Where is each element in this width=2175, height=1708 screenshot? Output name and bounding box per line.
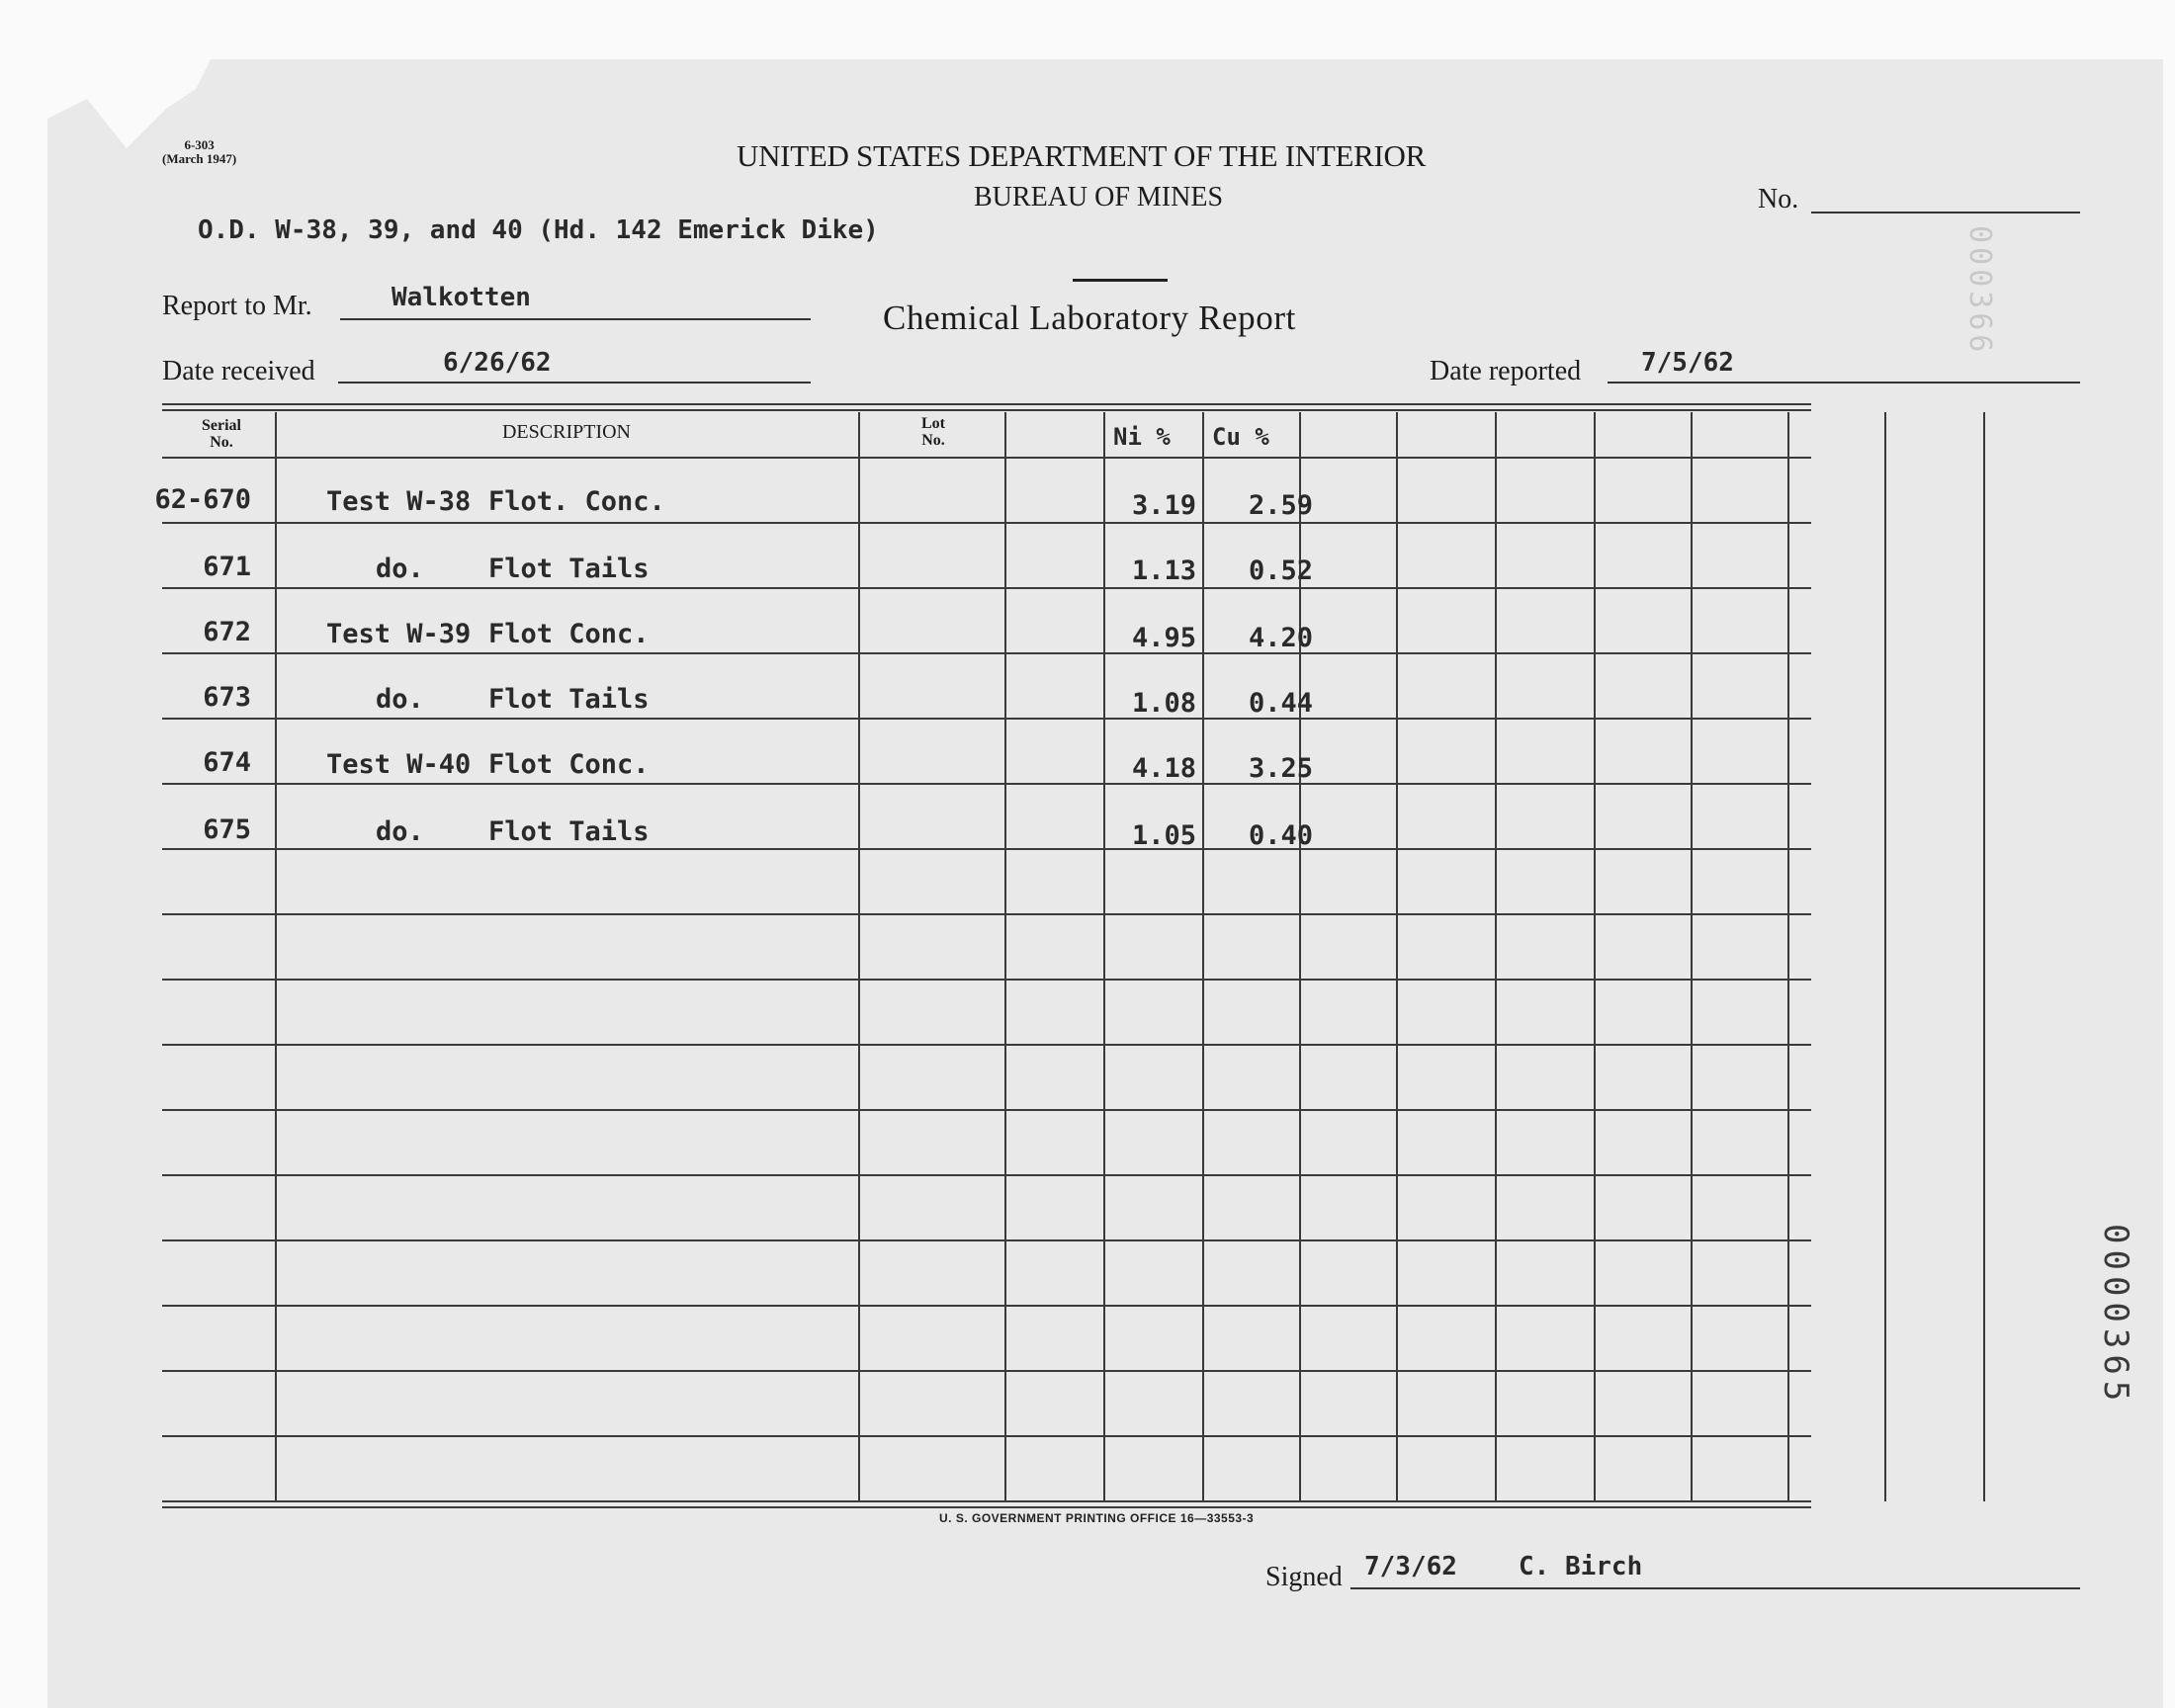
description-cell: Test W-39 [326, 619, 472, 649]
ni-value: 4.18 [1131, 753, 1196, 784]
description-cell: do. [376, 554, 424, 584]
header-description: DESCRIPTION [501, 421, 631, 443]
serial-cell: 675 [203, 814, 251, 845]
cu-value: 2.59 [1248, 490, 1313, 521]
description-cell: Flot Conc. [488, 749, 650, 780]
report-title: Chemical Laboratory Report [883, 299, 1296, 337]
serial-cell: 62-670 [154, 484, 251, 515]
archive-stamp-faded: 000366 [1962, 225, 1997, 357]
date-received-field [338, 382, 811, 384]
header-serial: Serial No. [202, 417, 241, 451]
signature-field [1350, 1587, 2080, 1589]
serial-cell: 672 [203, 617, 251, 647]
ni-value: 1.08 [1131, 688, 1196, 719]
cu-value: 4.20 [1248, 623, 1313, 653]
description-cell: Test W-40 [326, 749, 472, 780]
ni-value: 1.05 [1131, 820, 1196, 851]
header-ni: Ni % [1113, 423, 1171, 451]
serial-cell: 673 [203, 682, 251, 713]
signer-name: C. Birch [1519, 1552, 1643, 1581]
report-to-field [340, 318, 811, 320]
cu-value: 3.25 [1248, 753, 1313, 784]
ni-value: 1.13 [1131, 555, 1196, 586]
report-to-label: Report to Mr. [162, 291, 312, 321]
no-field [1811, 212, 2080, 214]
date-reported-value: 7/5/62 [1641, 348, 1734, 378]
description-cell: Flot Tails [488, 554, 650, 584]
cu-value: 0.40 [1248, 820, 1313, 851]
date-reported-field [1608, 382, 2080, 384]
cu-value: 0.52 [1248, 555, 1313, 586]
report-to-value: Walkotten [392, 283, 531, 312]
signed-label: Signed [1265, 1562, 1343, 1592]
description-cell: do. [376, 816, 424, 847]
description-cell: Flot. Conc. [488, 486, 665, 517]
no-label: No. [1758, 184, 1799, 214]
header-cu: Cu % [1212, 423, 1269, 451]
ni-value: 3.19 [1131, 490, 1196, 521]
bureau-heading: BUREAU OF MINES [974, 182, 1224, 213]
cu-value: 0.44 [1248, 688, 1313, 719]
header-lot: Lot No. [921, 415, 945, 449]
description-cell: Flot Tails [488, 816, 650, 847]
date-received-value: 6/26/62 [443, 348, 552, 378]
description-cell: Flot Tails [488, 684, 650, 715]
title-divider [1073, 279, 1168, 282]
signed-date: 7/3/62 [1364, 1552, 1457, 1581]
archive-stamp-number: 0000365 [2096, 1224, 2135, 1408]
description-cell: Test W-38 [326, 486, 472, 517]
description-cell: do. [376, 684, 424, 715]
form-number: 6-303 (March 1947) [162, 137, 237, 166]
printing-office-line: U. S. GOVERNMENT PRINTING OFFICE 16—33553-3 [939, 1511, 1255, 1525]
serial-cell: 671 [203, 552, 251, 582]
date-reported-label: Date reported [1430, 356, 1582, 386]
ni-value: 4.95 [1131, 623, 1196, 653]
department-heading: UNITED STATES DEPARTMENT OF THE INTERIOR [737, 138, 1426, 173]
description-cell: Flot Conc. [488, 619, 650, 649]
date-received-label: Date received [162, 356, 315, 386]
reference-line: O.D. W-38, 39, and 40 (Hd. 142 Emerick Dike) [198, 215, 879, 245]
serial-cell: 674 [203, 747, 251, 778]
